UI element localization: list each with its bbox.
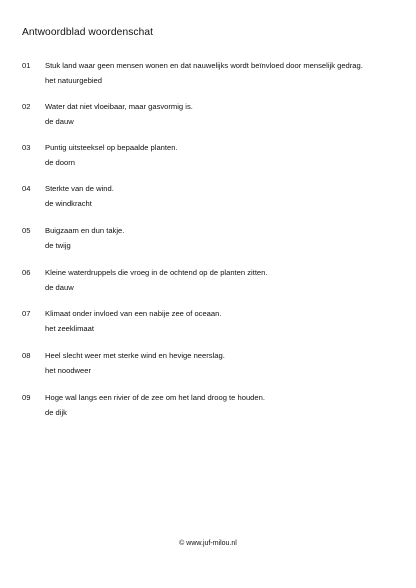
answer-text: de dauw (45, 283, 74, 292)
answer-text: de doorn (45, 158, 75, 167)
answer-text: de twijg (45, 241, 71, 250)
answer-text: het zeeklimaat (45, 324, 94, 333)
question-text: Heel slecht weer met sterke wind en hevige neerslag. (45, 351, 225, 360)
answer-text: de dijk (45, 408, 67, 417)
question-number: 02 (22, 102, 31, 111)
answer-text: het natuurgebied (45, 76, 103, 85)
question-number: 01 (22, 61, 31, 70)
question-text: Buigzaam en dun takje. (45, 226, 125, 235)
answer-text: de windkracht (45, 199, 92, 208)
question-text: Stuk land waar geen mensen wonen en dat nauwelijks wordt beïnvloed door menselijk gedrag. (45, 61, 363, 70)
question-number: 05 (22, 226, 31, 235)
question-number: 04 (22, 184, 31, 193)
question-item (0, 143, 416, 183)
page-title: Antwoordblad woordenschat (22, 27, 154, 38)
question-item (0, 268, 416, 308)
copyright-footer: © www.juf-milou.nl (179, 540, 237, 547)
question-item (0, 393, 416, 433)
answer-text: het noodweer (45, 366, 92, 375)
question-number: 08 (22, 351, 31, 360)
question-number: 03 (22, 143, 31, 152)
question-number: 06 (22, 268, 31, 277)
question-item (0, 351, 416, 391)
question-item (0, 184, 416, 224)
answer-text: de dauw (45, 117, 74, 126)
question-text: Water dat niet vloeibaar, maar gasvormig is. (45, 102, 193, 111)
question-item (0, 61, 416, 101)
question-number: 09 (22, 393, 31, 402)
question-text: Hoge wal langs een rivier of de zee om het land droog te houden. (45, 393, 265, 402)
question-text: Kleine waterdruppels die vroeg in de ochtend op de planten zitten. (45, 268, 268, 277)
question-item (0, 226, 416, 266)
question-item (0, 102, 416, 142)
question-text: Puntig uitsteeksel op bepaalde planten. (45, 143, 178, 152)
question-item (0, 309, 416, 349)
question-text: Klimaat onder invloed van een nabije zee of oceaan. (45, 309, 222, 318)
question-number: 07 (22, 309, 31, 318)
question-text: Sterkte van de wind. (45, 184, 114, 193)
